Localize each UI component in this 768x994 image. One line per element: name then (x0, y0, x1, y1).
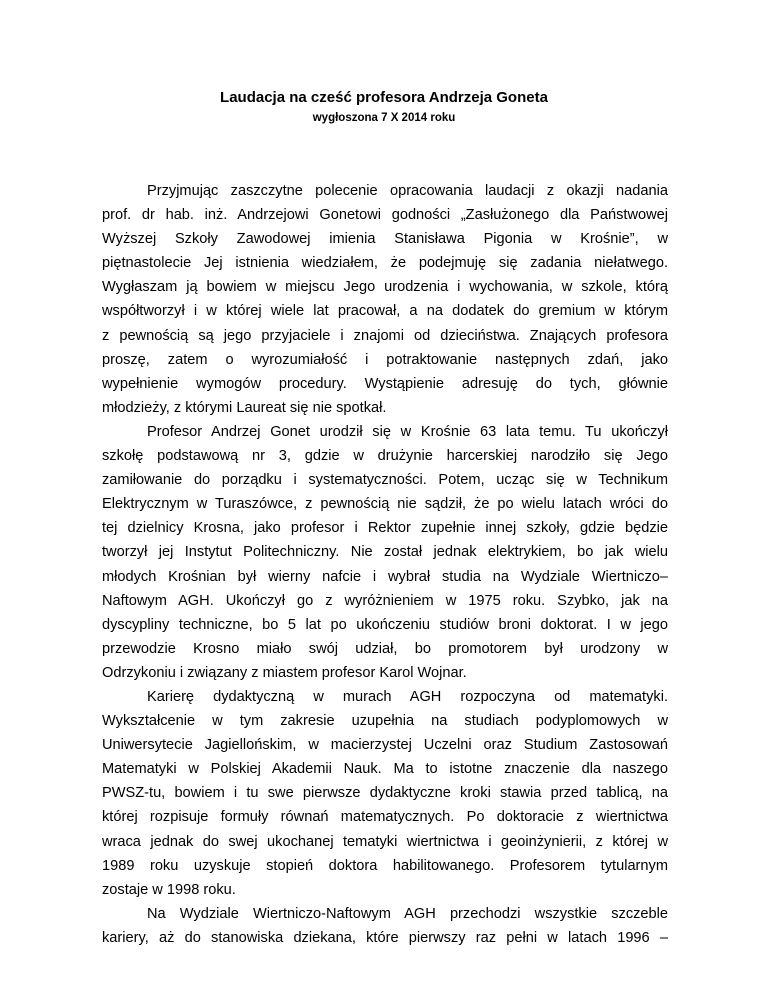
text-line: proszę, zatem o wyrozumiałość i potraktowanie następnych zdań, jako (102, 351, 668, 368)
text-line: przewodzie Krosno miało swój udział, bo promotorem był urodzony w (102, 640, 668, 657)
document-body (102, 179, 668, 950)
text-line: Odrzykoniu i związany z miastem profesor Karol Wojnar. (102, 664, 467, 681)
text-line: wraca jednak do swej ukochanej tematyki wiertnictwa i geoinżynierii, z której w (102, 833, 668, 850)
text-line: szkołę podstawową nr 3, gdzie w drużynie harcerskiej narodziło się Jego (102, 448, 668, 465)
text-line: 1989 roku uzyskuje stopień doktora habilitowanego. Profesorem tytularnym (102, 857, 668, 874)
text-line: młodzieży, z którymi Laureat się nie spotkał. (102, 399, 387, 416)
text-line: Wygłaszam ją bowiem w miejscu Jego urodzenia i wychowania, w szkole, którą (102, 279, 668, 296)
text-line: współtworzył i w której wiele lat pracował, a na dodatek do gremium w którym (102, 303, 668, 320)
text-line: tworzył jej Instytut Politechniczny. Nie został jednak elektrykiem, bo jak wielu (102, 544, 668, 561)
document-subtitle: wygłoszona 7 X 2014 roku (312, 112, 456, 124)
text-line: Karierę dydaktyczną w murach AGH rozpoczyna od matematyki. (147, 688, 668, 705)
text-line: tej dzielnicy Krosna, jako profesor i Rektor zupełnie innej szkoły, gdzie będzie (102, 520, 668, 537)
text-line: Elektrycznym w Turaszówce, z pewnością nie sądził, że po wielu latach wróci do (102, 496, 668, 513)
text-line: Uniwersytecie Jagiellońskim, w macierzystej Uczelni oraz Studium Zastosowań (102, 737, 668, 754)
text-line: Wyższej Szkoły Zawodowej imienia Stanisława Pigonia w Krośnie”, w (102, 231, 668, 248)
text-line: Matematyki w Polskiej Akademii Nauk. Ma to istotne znaczenie dla naszego (102, 761, 668, 778)
text-line: Wykształcenie w tym zakresie uzupełnia na studiach podyplomowych w (102, 713, 668, 730)
text-line: piętnastolecie Jej istnienia wiedziałem, że podejmuję się zadania niełatwego. (102, 255, 668, 272)
text-line: Profesor Andrzej Gonet urodził się w Krośnie 63 lata temu. Tu ukończył (147, 423, 668, 440)
text-line: prof. dr hab. inż. Andrzejowi Gonetowi godności „Zasłużonego dla Państwowej (102, 207, 668, 224)
text-line: której rozpisuje formuły równań matematycznych. Po doktoracie z wiertnictwa (102, 809, 668, 826)
text-line: młodych Krośnian był wierny nafcie i wybrał studia na Wydziale Wiertniczo– (102, 568, 668, 585)
text-line: dyscypliny techniczne, bo 5 lat po ukończeniu studiów broni doktorat. I w jego (102, 616, 668, 633)
document-title: Laudacja na cześć profesora Andrzeja Goneta (220, 89, 548, 106)
text-line: Przyjmując zaszczytne polecenie opracowania laudacji z okazji nadania (147, 183, 668, 199)
text-line: zostaje w 1998 roku. (102, 881, 236, 898)
text-line: PWSZ-tu, bowiem i tu swe pierwsze dydaktyczne kroki stawia przed tablicą, na (102, 785, 668, 802)
text-line: z pewnością są jego przyjaciele i znajomi od dzieciństwa. Znających profesora (102, 327, 668, 344)
text-line: kariery, aż do stanowiska dziekana, które pierwszy raz pełni w latach 1996 – (102, 929, 668, 946)
text-line: wypełnienie wymogów procedury. Wystąpienie adresuję do tych, głównie (102, 375, 668, 392)
text-line: Naftowym AGH. Ukończył go z wyróżnieniem w 1975 roku. Szybko, jak na (102, 592, 668, 609)
text-line: zamiłowanie do porządku i systematyczności. Potem, ucząc się w Technikum (102, 472, 668, 489)
text-line: Na Wydziale Wiertniczo-Naftowym AGH przechodzi wszystkie szczeble (147, 905, 668, 922)
